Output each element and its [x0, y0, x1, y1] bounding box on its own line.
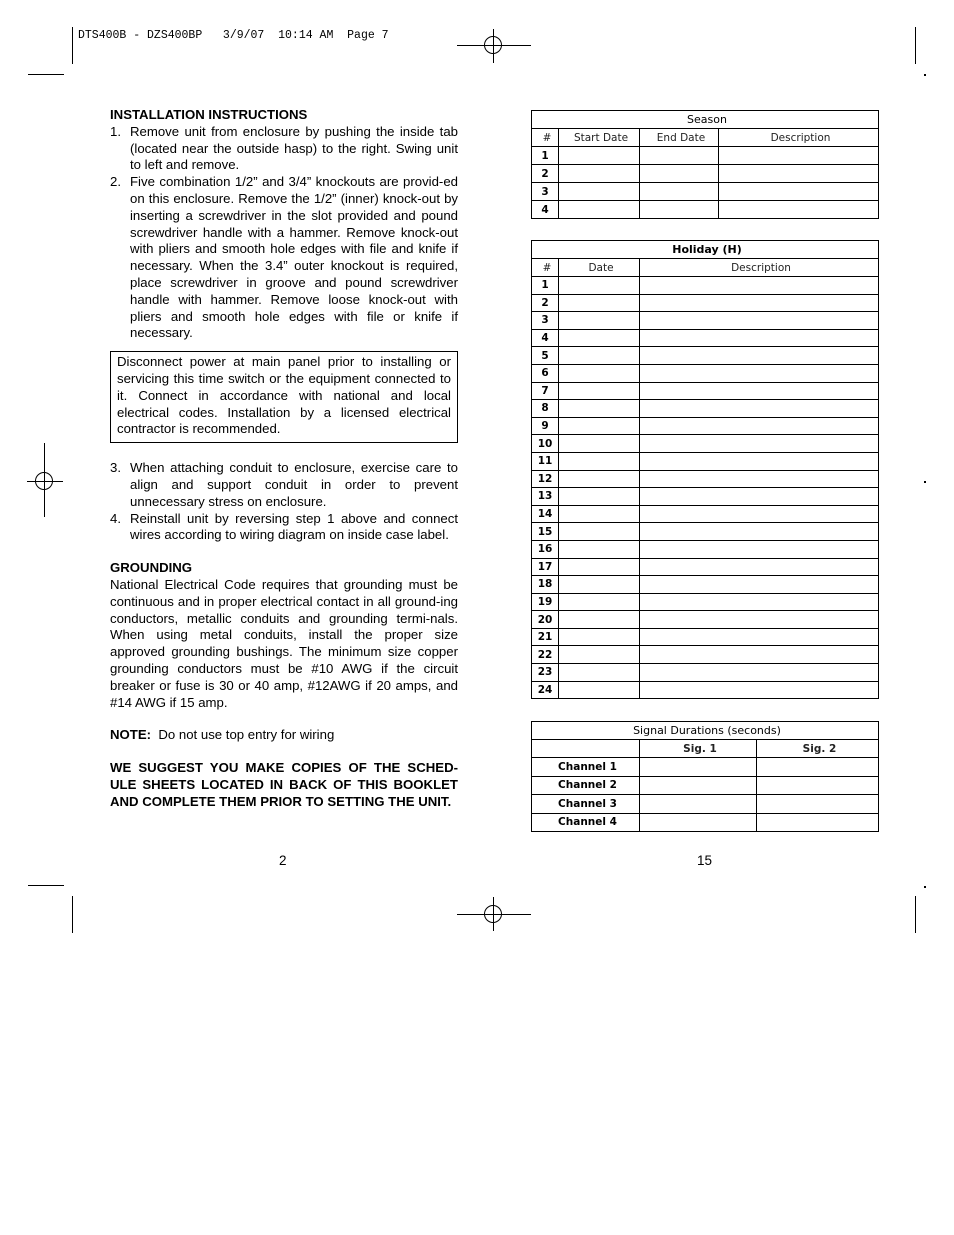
table-row — [532, 813, 879, 832]
step-text: Five combination 1/2” and 3/4” knockouts are provid-ed on this enclosure. Remove the 1/2” (inner) knock-out by inserting a screwdriver in the slot provided and pound screwdriver handle with a hammer. Remove knock-out with pliers and smooth hole edges with file and knife if necessary. When the 3.4” outer knockout is required, place screwdriver in groove and pound screwdriver handle with hammer. Remove loose knock-out with pliers and smooth hole edges with file or knife if necessary. — [130, 174, 458, 341]
row-label: 6 — [532, 364, 559, 382]
column-header: Description — [719, 129, 879, 147]
entry-cell[interactable] — [640, 201, 719, 219]
entry-cell[interactable] — [559, 470, 640, 488]
crop-mark — [915, 27, 916, 64]
left-column — [110, 107, 458, 810]
table-row — [532, 505, 879, 523]
entry-cell[interactable] — [719, 183, 879, 201]
table-row — [532, 277, 879, 295]
table-row — [532, 417, 879, 435]
entry-cell[interactable] — [640, 165, 719, 183]
row-label: 22 — [532, 646, 559, 664]
list-item: 1. Remove unit from enclosure by pushing the inside tab (located near the outside hasp) to the right. Swing unit to left and remove. — [110, 123, 458, 173]
entry-cell[interactable] — [757, 758, 879, 777]
column-header: # — [532, 259, 559, 277]
entry-cell[interactable] — [640, 576, 879, 594]
entry-cell[interactable] — [559, 681, 640, 699]
page-number-left: 2 — [279, 853, 287, 868]
entry-cell[interactable] — [559, 505, 640, 523]
crop-mark — [72, 27, 73, 64]
table-row — [532, 540, 879, 558]
entry-cell[interactable] — [640, 183, 719, 201]
entry-cell[interactable] — [719, 201, 879, 219]
entry-cell[interactable] — [559, 382, 640, 400]
entry-cell[interactable] — [559, 277, 640, 295]
entry-cell[interactable] — [559, 646, 640, 664]
suggest-text: WE SUGGEST YOU MAKE COPIES OF THE SCHED-ULE SHEETS LOCATED IN BACK OF THIS BOOKLET AND COMPLETE THEM PRIOR TO SETTING THE UNIT. — [110, 760, 458, 809]
entry-cell[interactable] — [559, 201, 640, 219]
table-row — [532, 165, 879, 183]
row-label: 9 — [532, 417, 559, 435]
table-row — [532, 611, 879, 629]
entry-cell[interactable] — [640, 382, 879, 400]
entry-cell[interactable] — [640, 646, 879, 664]
table-row — [532, 681, 879, 699]
table-row — [532, 452, 879, 470]
entry-cell[interactable] — [559, 540, 640, 558]
crop-mark — [72, 896, 73, 933]
entry-cell[interactable] — [640, 347, 879, 365]
entry-cell[interactable] — [640, 364, 879, 382]
row-label: 23 — [532, 664, 559, 682]
entry-cell[interactable] — [640, 681, 879, 699]
table-row — [532, 593, 879, 611]
entry-cell[interactable] — [559, 611, 640, 629]
entry-cell[interactable] — [640, 628, 879, 646]
grounding-text: National Electrical Code requires that grounding must be continuous and in proper electrical contact in all ground-ing conductors, metallic conduits and grounding termi-nals. When using metal conduits, install the proper size approved grounding bushings. The minimum size copper grounding conductors must be #10 AWG if the circuit breaker or fuse is 30 or 40 amp, #12AWG if 20 amps, and #14 AWG if 15 amp. — [110, 576, 458, 710]
entry-cell[interactable] — [640, 795, 757, 814]
row-label: Channel 2 — [532, 776, 640, 795]
entry-cell[interactable] — [640, 758, 757, 777]
entry-cell[interactable] — [640, 312, 879, 330]
entry-cell[interactable] — [757, 776, 879, 795]
page-number-right: 15 — [697, 853, 713, 868]
table-row — [532, 488, 879, 506]
entry-cell[interactable] — [559, 294, 640, 312]
entry-cell[interactable] — [640, 558, 879, 576]
entry-cell[interactable] — [757, 813, 879, 832]
table-row — [532, 470, 879, 488]
row-label: Channel 3 — [532, 795, 640, 814]
row-label: Channel 4 — [532, 813, 640, 832]
entry-cell[interactable] — [559, 329, 640, 347]
table-row — [532, 294, 879, 312]
crop-mark — [28, 885, 64, 886]
registration-target-icon — [484, 905, 502, 923]
row-label: 24 — [532, 681, 559, 699]
registration-target-icon — [484, 36, 502, 54]
entry-cell[interactable] — [559, 576, 640, 594]
entry-cell[interactable] — [640, 470, 879, 488]
row-label: 10 — [532, 435, 559, 453]
row-label: 7 — [532, 382, 559, 400]
note — [110, 727, 458, 744]
row-label: 4 — [532, 329, 559, 347]
entry-cell[interactable] — [640, 611, 879, 629]
entry-cell[interactable] — [719, 165, 879, 183]
entry-cell[interactable] — [559, 523, 640, 541]
row-label: 19 — [532, 593, 559, 611]
row-label: 2 — [532, 294, 559, 312]
entry-cell[interactable] — [559, 147, 640, 165]
signal-title: Signal Durations (seconds) — [532, 722, 879, 740]
entry-cell[interactable] — [757, 795, 879, 814]
entry-cell[interactable] — [559, 488, 640, 506]
entry-cell[interactable] — [640, 417, 879, 435]
list-item: 4. Reinstall unit by reversing step 1 above and connect wires according to wiring diagram on inside case label. — [110, 510, 458, 543]
crop-mark — [915, 896, 916, 933]
note-text: Do not use top entry for wiring — [158, 727, 335, 743]
column-header: Date — [559, 259, 640, 277]
entry-cell[interactable] — [640, 435, 879, 453]
crop-mark — [28, 74, 64, 75]
row-label: 12 — [532, 470, 559, 488]
entry-cell[interactable] — [640, 523, 879, 541]
entry-cell[interactable] — [559, 452, 640, 470]
row-label: 2 — [532, 165, 559, 183]
row-label: Channel 1 — [532, 758, 640, 777]
list-item: 3. When attaching conduit to enclosure, exercise care to align and support conduit in order to prevent unnecessary stress on enclosure. — [110, 460, 458, 509]
entry-cell[interactable] — [640, 329, 879, 347]
entry-cell[interactable] — [559, 347, 640, 365]
column-header: # — [532, 129, 559, 147]
table-row — [532, 201, 879, 219]
table-row — [532, 795, 879, 814]
print-slug-header: DTS400B - DZS400BP 3/9/07 10:14 AM Page 7 — [78, 29, 389, 42]
table-row — [532, 364, 879, 382]
table-row — [532, 312, 879, 330]
entry-cell[interactable] — [559, 664, 640, 682]
holiday-table — [531, 240, 879, 699]
entry-cell[interactable] — [640, 813, 757, 832]
entry-cell[interactable] — [640, 540, 879, 558]
list-item: 2. Five combination 1/2” and 3/4” knockouts are provid-ed on this enclosure. Remove the 1/2” (inner) knock-out by inserting a screwdriver in the slot provided and pound screwdriver handle with a hammer. Remove knock-out with pliers and smooth hole edges with file and knife if necessary. When the 3.4” outer knockout is required, place screwdriver in groove and pound screwdriver handle with hammer. Remove loose knock-out with pliers and smooth hole edges with file or knife if necessary. — [110, 174, 458, 341]
entry-cell[interactable] — [559, 417, 640, 435]
row-label: 11 — [532, 452, 559, 470]
step-text: Remove unit from enclosure by pushing the inside tab (located near the outside hasp) to the right. Swing unit to left and remove. — [130, 123, 458, 173]
corner-dot — [924, 481, 926, 483]
row-label: 5 — [532, 347, 559, 365]
installation-heading: INSTALLATION INSTRUCTIONS — [110, 107, 308, 122]
row-label: 20 — [532, 611, 559, 629]
entry-cell[interactable] — [559, 558, 640, 576]
entry-cell[interactable] — [559, 435, 640, 453]
table-row — [532, 329, 879, 347]
entry-cell[interactable] — [559, 364, 640, 382]
entry-cell[interactable] — [640, 664, 879, 682]
entry-cell[interactable] — [640, 452, 879, 470]
corner-dot — [924, 74, 926, 76]
season-title: Season — [532, 111, 879, 129]
entry-cell[interactable] — [640, 593, 879, 611]
warning-box — [110, 351, 458, 443]
table-row — [532, 400, 879, 418]
warning-text: Disconnect power at main panel prior to installing or servicing this time switch or the equipment connected to it. Connect in accordance with national and local electrical codes. Installation by a licensed electrical contractor is recommended. — [117, 354, 451, 437]
column-header — [532, 740, 640, 758]
entry-cell[interactable] — [559, 183, 640, 201]
row-label: 17 — [532, 558, 559, 576]
entry-cell[interactable] — [559, 628, 640, 646]
entry-cell[interactable] — [640, 400, 879, 418]
table-row — [532, 382, 879, 400]
row-label: 13 — [532, 488, 559, 506]
row-label: 8 — [532, 400, 559, 418]
row-label: 14 — [532, 505, 559, 523]
table-row — [532, 576, 879, 594]
entry-cell[interactable] — [640, 488, 879, 506]
corner-dot — [924, 886, 926, 888]
row-label: 21 — [532, 628, 559, 646]
table-row — [532, 183, 879, 201]
entry-cell[interactable] — [559, 165, 640, 183]
grounding-heading: GROUNDING — [110, 560, 193, 576]
step-text: When attaching conduit to enclosure, exercise care to align and support conduit in order to prevent unnecessary stress on enclosure. — [130, 460, 458, 509]
table-row — [532, 628, 879, 646]
step-text: Reinstall unit by reversing step 1 above and connect wires according to wiring diagram on inside case label. — [130, 510, 458, 543]
signal-durations-table — [531, 721, 879, 832]
row-label: 16 — [532, 540, 559, 558]
table-row — [532, 435, 879, 453]
table-row — [532, 646, 879, 664]
table-row — [532, 776, 879, 795]
column-header: Sig. 2 — [757, 740, 879, 758]
row-label: 1 — [532, 277, 559, 295]
entry-cell[interactable] — [559, 312, 640, 330]
season-table — [531, 110, 879, 219]
holiday-title: Holiday (H) — [532, 241, 879, 259]
table-row — [532, 147, 879, 165]
table-row — [532, 664, 879, 682]
column-header: Description — [640, 259, 879, 277]
entry-cell[interactable] — [719, 147, 879, 165]
row-label: 15 — [532, 523, 559, 541]
registration-target-icon — [35, 472, 53, 490]
entry-cell[interactable] — [640, 505, 879, 523]
column-header: Start Date — [559, 129, 640, 147]
row-label: 18 — [532, 576, 559, 594]
entry-cell[interactable] — [640, 294, 879, 312]
row-label: 4 — [532, 201, 559, 219]
table-row — [532, 558, 879, 576]
row-label: 1 — [532, 147, 559, 165]
row-label: 3 — [532, 312, 559, 330]
note-label: NOTE: — [110, 727, 152, 743]
table-row — [532, 523, 879, 541]
row-label: 3 — [532, 183, 559, 201]
column-header: End Date — [640, 129, 719, 147]
table-row — [532, 758, 879, 777]
entry-cell[interactable] — [640, 776, 757, 795]
table-row — [532, 347, 879, 365]
entry-cell[interactable] — [559, 400, 640, 418]
entry-cell[interactable] — [640, 277, 879, 295]
entry-cell[interactable] — [640, 147, 719, 165]
entry-cell[interactable] — [559, 593, 640, 611]
column-header: Sig. 1 — [640, 740, 757, 758]
